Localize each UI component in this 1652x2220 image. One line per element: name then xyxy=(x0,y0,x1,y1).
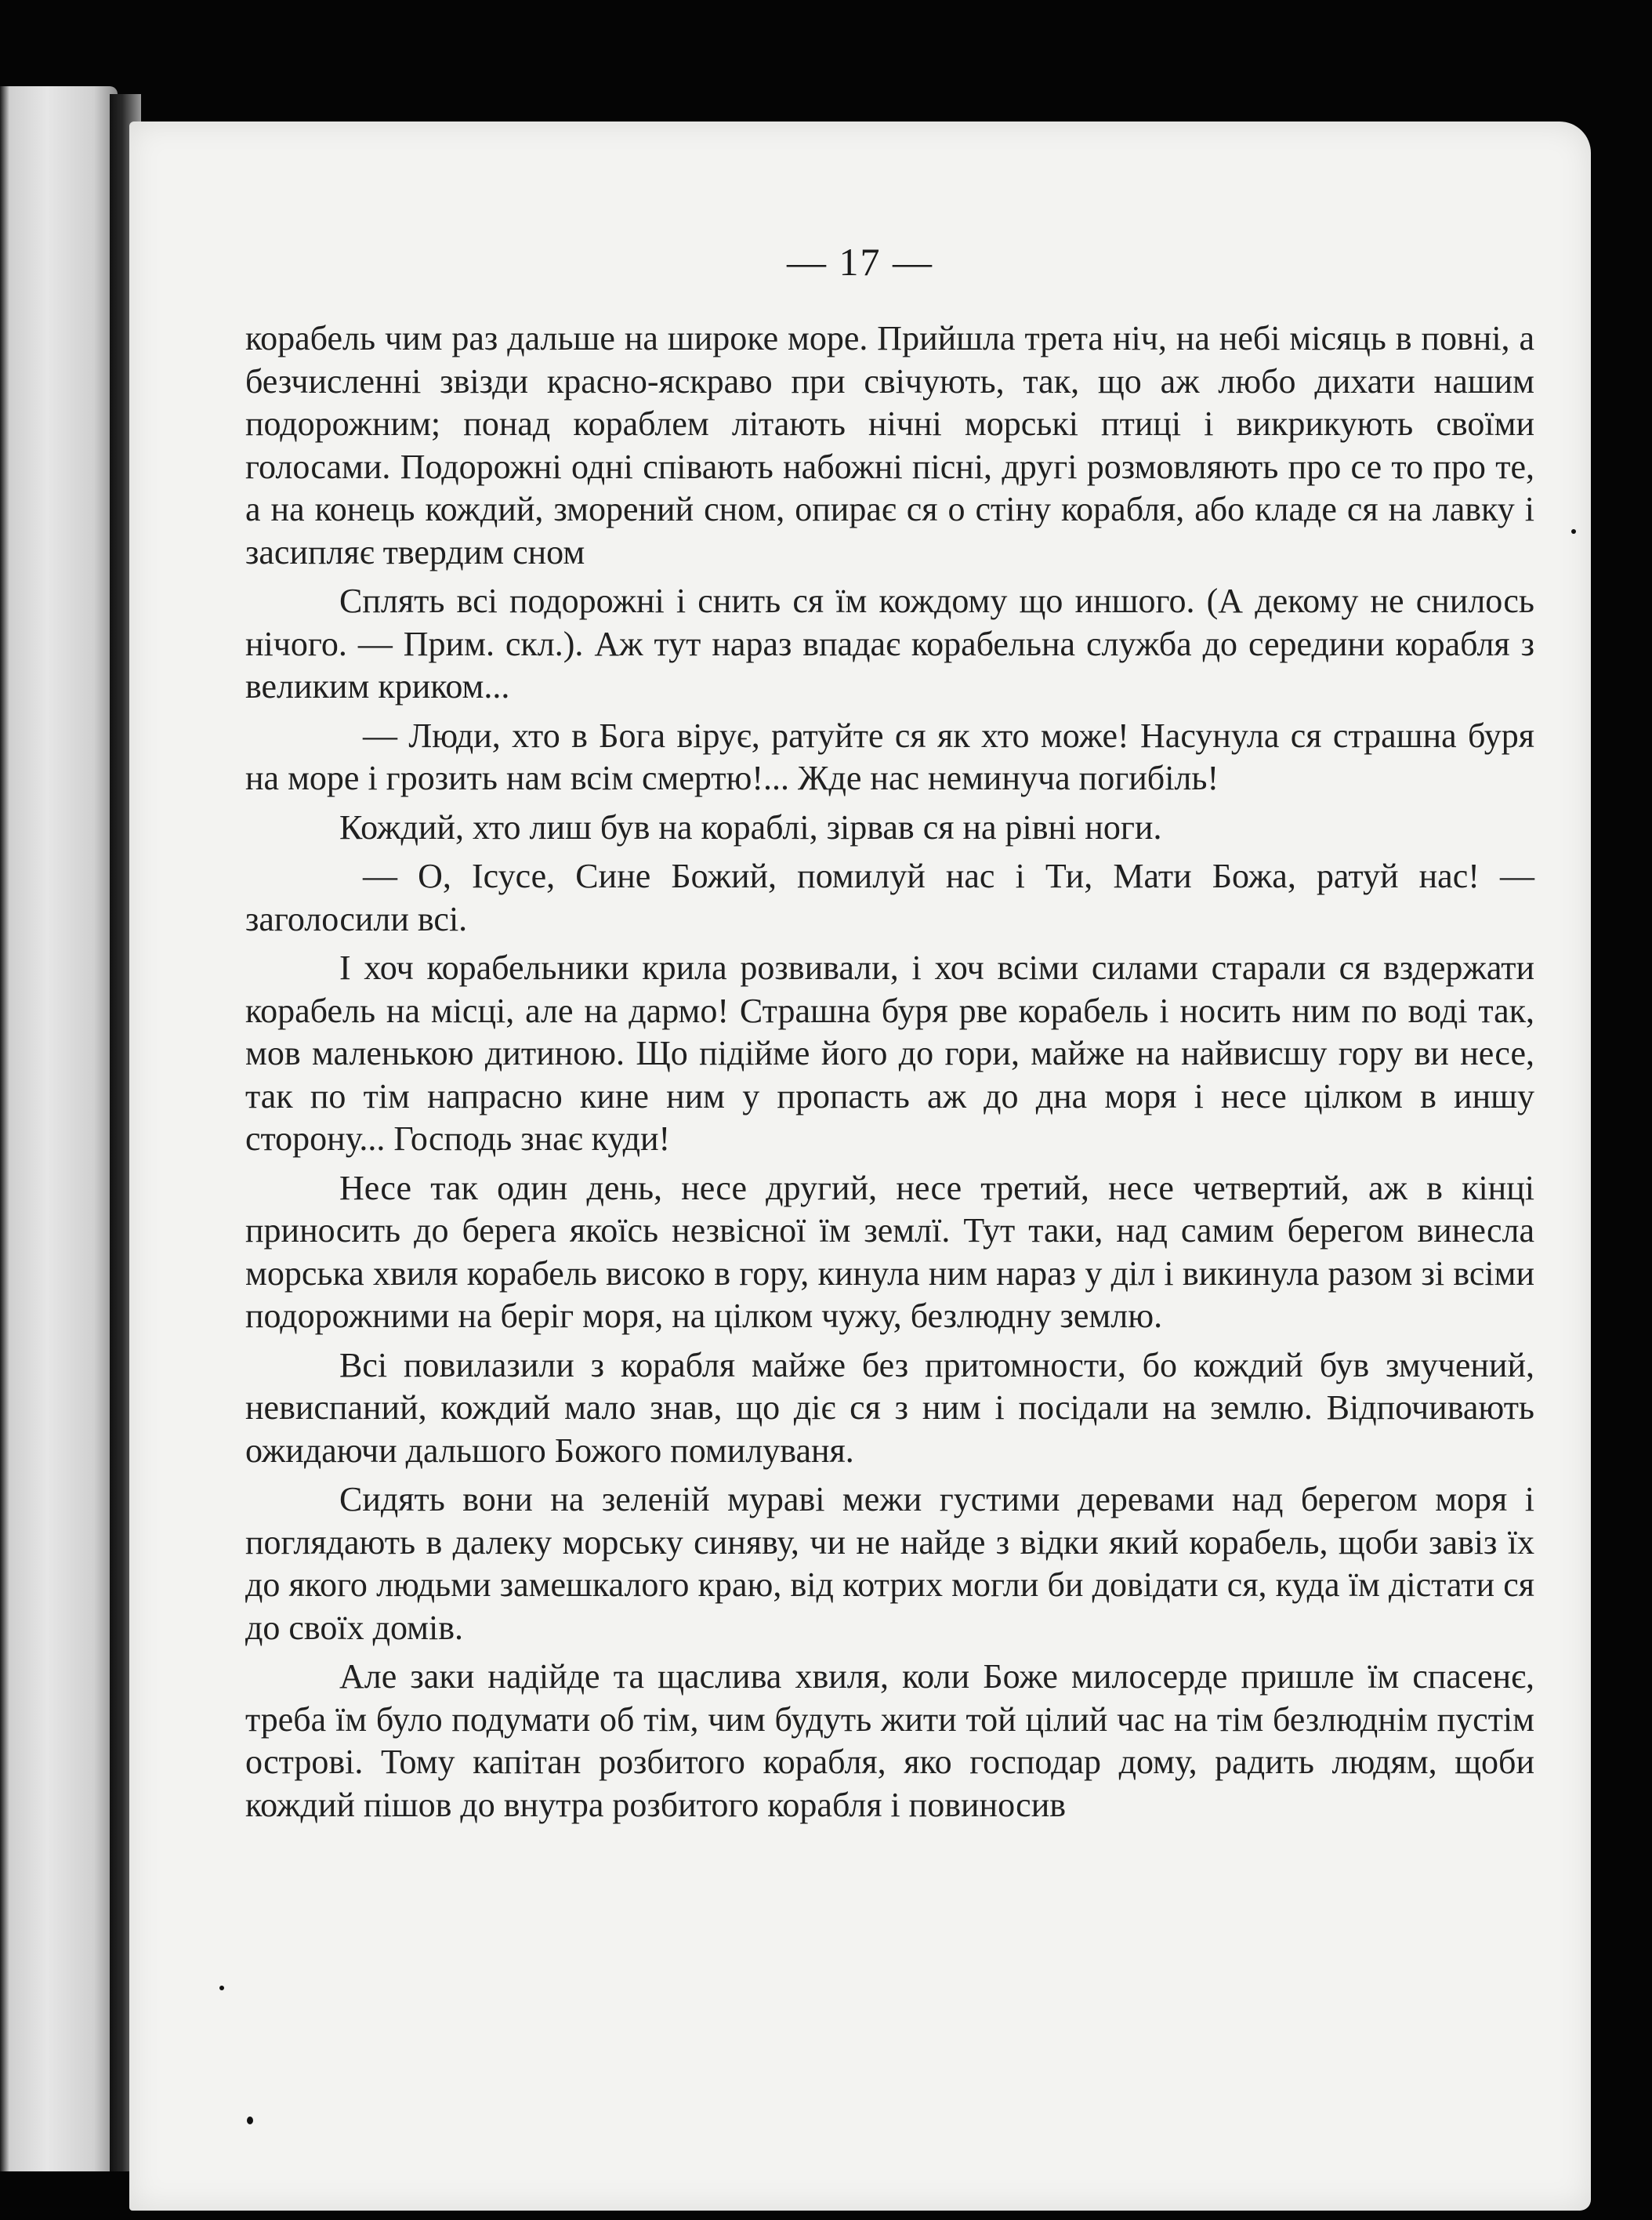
ink-speck xyxy=(219,1986,224,1990)
paragraph-2: Сплять всі подорожні і снить ся їм кождому що иншого. (А декому не снилось нічого. — Прим. скл.). Аж тут нараз впадає корабельна служба до середини корабля з великим криком... xyxy=(245,582,1534,706)
paragraph-8: Всі повилазили з корабля майже без притомности, бо кождий був змучений, невиспаний, кождий мало знав, що діє ся з ним і посідали на землю. Відпочивають ожидаючи дальшого Божого помилуваня. xyxy=(245,1345,1534,1470)
paragraph-10: Але заки надійде та щаслива хвиля, коли Боже милосерде пришле їм спасенє, треба їм було подумати об тім, чим будуть жити той цілий час на тім безлюднім пустім острові. Тому капітан розбитого корабля, яко господар дому, радить людям, щоби кождий пішов до внутра розбитого корабля і повиносив xyxy=(245,1657,1534,1824)
paragraph-6: І хоч корабельники крила розвивали, і хоч всіми силами старали ся вздержати корабель на місці, але на дармо! Страшна буря рве корабель і носить ним по воді так, мов маленькою дитиною. Що підійме його до гори, майже на найвисшу гору ви несе, так по тім напрасно кине ним у пропасть аж до дна моря і несе цілком в иншу сторону... Господь знає куди! xyxy=(245,949,1534,1158)
book-page xyxy=(129,122,1591,2211)
paragraph-5: — О, Ісусе, Сине Божий, помилуй нас і Ти, Мати Божа, ратуй нас! — заголосили всі. xyxy=(245,857,1534,938)
paragraph-3: — Люди, хто в Бога вірує, ратуйте ся як хто може! Насунула ся страшна буря на море і грозить нам всім смертю!... Жде нас неминуча погибіль! xyxy=(245,716,1534,797)
ink-speck xyxy=(1571,529,1576,534)
paragraph-9: Сидять вони на зеленій мураві межи густими деревами над берегом моря і поглядають в далеку морську синяву, чи не найде з відки який корабель, щоби завіз їх до якого людьми замешкалого краю, від котрих могли би довідати ся, куда їм дістати ся до своїх домів. xyxy=(245,1480,1534,1647)
page-text xyxy=(245,317,1534,1833)
page-number: — 17 — xyxy=(787,240,933,284)
adjacent-page-edge xyxy=(0,86,118,2171)
ink-speck xyxy=(247,2117,253,2124)
paragraph-4: Кождий, хто лиш був на кораблі, зірвав ся на рівні ноги. xyxy=(339,807,1162,847)
paragraph-1: корабель чим раз дальше на широке море. Прийшла трета ніч, на небі місяць в повні, а безчисленні звізди красно-яскраво при свічують, так, що аж любо дихати нашим подорожним; понад кораблем літають нічні морські птиці і викрикують своїми голосами. Подорожні одні співають набожні пісні, другі розмовляють про се то про те, а на конець кождий, зморений сном, опирає ся о стіну корабля, або кладе ся на лавку і засипляє твердим сном xyxy=(245,319,1534,571)
paragraph-7: Несе так один день, несе другий, несе третий, несе четвертий, аж в кінці приносить до берега якоїсь незвісної їм землї. Тут таки, над самим берегом винесла морська хвиля корабель високо в гору, кинула ним нараз у діл і викинула разом зі всіми подорожними на беріг моря, на цілком чужу, безлюдну землю. xyxy=(245,1168,1534,1335)
